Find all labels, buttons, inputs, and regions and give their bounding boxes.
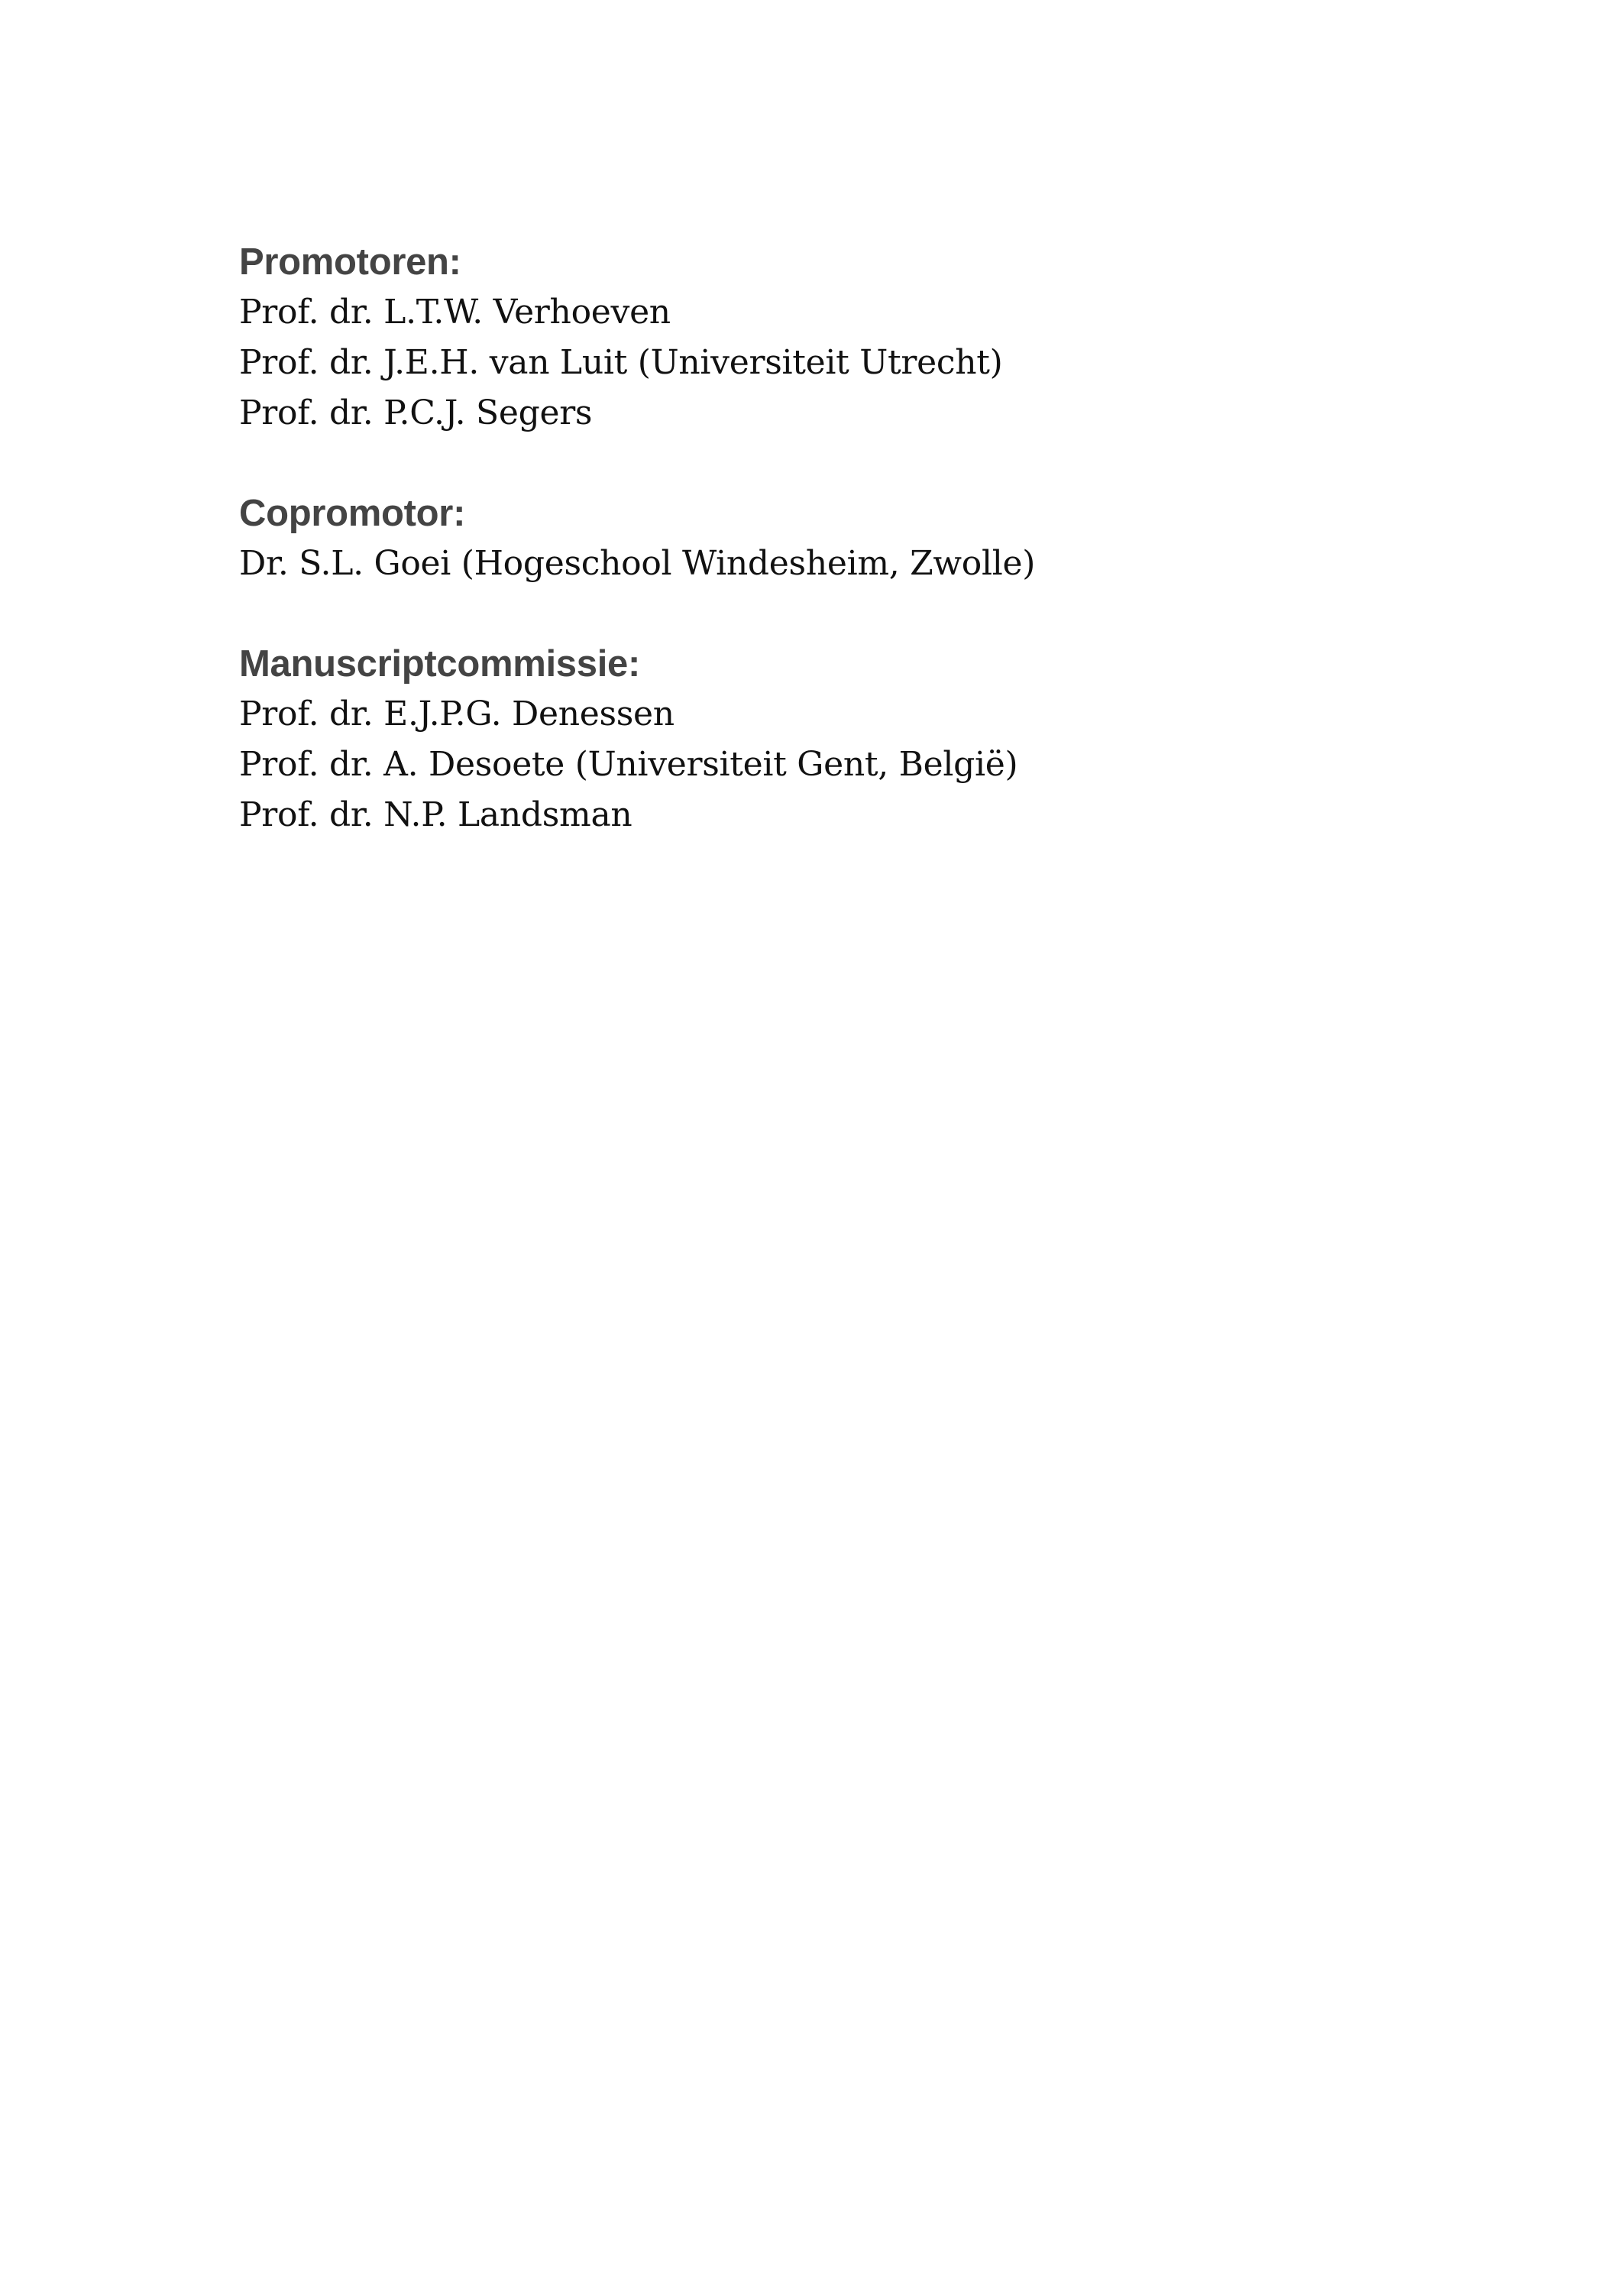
promotor-name: Prof. dr. L.T.W. Verhoeven [239, 293, 671, 332]
promotoren-section [239, 237, 1385, 439]
promotor-name: Prof. dr. J.E.H. van Luit (Universiteit Utrecht) [239, 343, 1003, 382]
copromotor-section [239, 488, 1385, 589]
copromotor-heading: Copromotor: [239, 493, 466, 534]
copromotor-name: Dr. S.L. Goei (Hogeschool Windesheim, Zwolle) [239, 544, 1036, 583]
commissie-member-name: Prof. dr. A. Desoete (Universiteit Gent, België) [239, 745, 1018, 784]
commissie-member-name: Prof. dr. N.P. Landsman [239, 795, 632, 834]
promotoren-heading: Promotoren: [239, 241, 461, 283]
commissie-member-name: Prof. dr. E.J.P.G. Denessen [239, 694, 675, 733]
promotor-name: Prof. dr. P.C.J. Segers [239, 393, 593, 432]
committee-page [239, 237, 1385, 890]
manuscriptcommissie-section [239, 639, 1385, 840]
manuscriptcommissie-heading: Manuscriptcommissie: [239, 643, 640, 685]
